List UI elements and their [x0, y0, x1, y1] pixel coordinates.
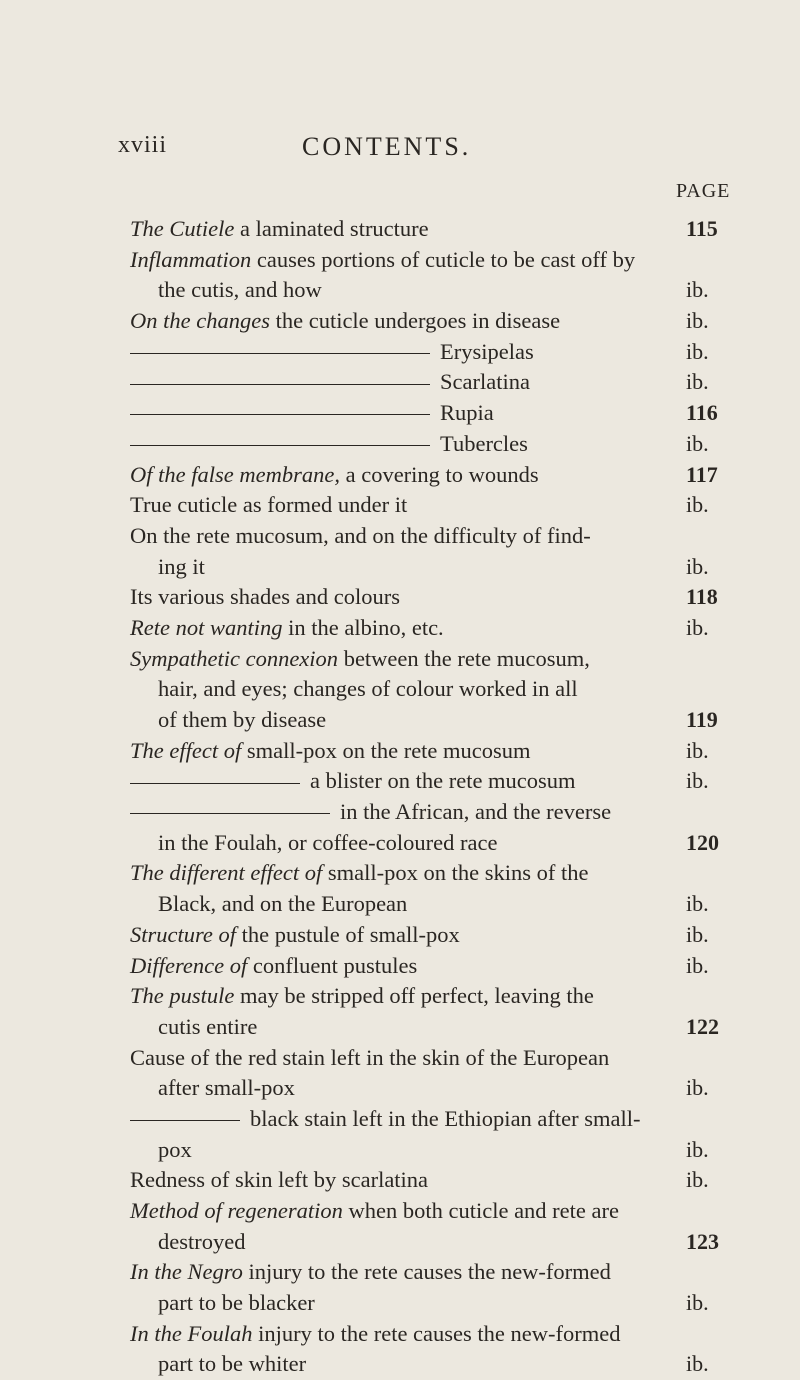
entry-body: causes portions of cuticle to be cast off by	[251, 246, 636, 272]
contents-entry	[0, 828, 800, 859]
entry-text	[130, 490, 407, 521]
contents-entry	[0, 1288, 800, 1319]
entry-text	[130, 460, 539, 491]
entry-text	[130, 951, 417, 982]
entry-text	[158, 1135, 192, 1166]
entry-italic: In the Negro	[130, 1259, 243, 1285]
entry-italic: Structure of	[130, 921, 237, 947]
entry-body: cutis entire	[158, 1013, 258, 1039]
entry-body: a blister on the rete mucosum	[310, 768, 576, 794]
entry-body: in the African, and the reverse	[340, 799, 612, 825]
entry-body: the pustule of small-pox	[236, 921, 460, 947]
entry-body: may be stripped off perfect, leaving the	[234, 983, 594, 1009]
page-number-roman: xviii	[118, 132, 168, 158]
entry-page-number: ib.	[686, 308, 709, 334]
entry-page-number: ib.	[686, 891, 709, 917]
contents-entry	[0, 337, 800, 368]
entry-body: after small-pox	[158, 1075, 295, 1101]
entry-body: ing it	[158, 553, 205, 579]
entry-page-number: ib.	[686, 369, 709, 395]
entry-body: pox	[158, 1136, 192, 1162]
entry-body: confluent pustules	[247, 952, 418, 978]
entry-body: small-pox on the skins of the	[322, 860, 589, 886]
contents-entry	[0, 1043, 800, 1074]
contents-entry	[0, 245, 800, 276]
contents-entry	[0, 460, 800, 491]
contents-entry	[0, 214, 800, 245]
entry-text	[158, 1227, 245, 1258]
entry-body: the cutis, and how	[158, 277, 322, 303]
contents-entry	[0, 275, 800, 306]
ditto-rule	[130, 813, 330, 814]
entry-page-number: 117	[686, 461, 718, 487]
entry-body: Its various shades and colours	[130, 584, 400, 610]
ditto-rule	[130, 414, 430, 415]
entry-body: Black, and on the European	[158, 891, 408, 917]
entry-italic: The different effect of	[130, 860, 323, 886]
entry-text	[158, 889, 407, 920]
ditto-rule	[130, 384, 430, 385]
entry-text	[158, 828, 497, 859]
entry-body: part to be blacker	[158, 1290, 315, 1316]
entry-body: part to be whiter	[158, 1351, 307, 1377]
contents-entry	[0, 705, 800, 736]
contents-entry	[0, 398, 800, 429]
entry-text	[158, 1349, 306, 1380]
entry-text	[130, 1043, 609, 1074]
entry-page-number: ib.	[686, 737, 709, 763]
entry-page-number: 120	[686, 829, 719, 855]
entry-italic: Sympathetic connexion	[130, 645, 339, 671]
entry-text	[130, 766, 576, 797]
entry-body: in the albino, etc.	[282, 614, 444, 640]
contents-entry	[0, 1135, 800, 1166]
contents-entry	[0, 1165, 800, 1196]
contents-entry	[0, 582, 800, 613]
entry-page-number: ib.	[686, 338, 709, 364]
entry-italic: Difference of	[130, 952, 248, 978]
entry-text	[130, 644, 590, 675]
entry-text	[158, 275, 322, 306]
contents-entry	[0, 644, 800, 675]
entry-page-number: 115	[686, 216, 718, 241]
entry-text	[130, 1104, 641, 1135]
entry-page-number: ib.	[686, 277, 709, 303]
entry-body: Erysipelas	[440, 338, 534, 364]
contents-entry	[0, 766, 800, 797]
entry-italic: Of the false membrane,	[130, 461, 340, 487]
contents-list	[0, 214, 800, 1380]
page-title: CONTENTS.	[302, 132, 472, 161]
entry-page-number: 118	[686, 584, 718, 610]
entry-italic: The Cutiele	[130, 216, 235, 241]
entry-body: True cuticle as formed under it	[130, 492, 408, 518]
entry-body: a covering to wounds	[339, 461, 539, 487]
entry-text	[130, 613, 444, 644]
entry-body: Tubercles	[440, 430, 528, 456]
contents-entry	[0, 521, 800, 552]
entry-page-number: 119	[686, 707, 718, 732]
entry-page-number: ib.	[686, 1075, 709, 1101]
ditto-rule	[130, 445, 430, 446]
entry-body: between the rete mucosum,	[338, 645, 590, 671]
ditto-rule	[130, 783, 300, 784]
entry-text	[130, 858, 588, 889]
entry-text	[130, 1319, 620, 1350]
entry-text	[158, 1012, 257, 1043]
entry-text	[130, 582, 400, 613]
contents-entry	[0, 367, 800, 398]
entry-text	[158, 705, 326, 736]
contents-entry	[0, 613, 800, 644]
entry-body: hair, and eyes; changes of colour worked in all	[158, 676, 578, 702]
entry-body: injury to the rete causes the new-formed	[252, 1320, 621, 1346]
entry-body: small-pox on the rete mucosum	[241, 737, 531, 763]
contents-entry	[0, 1196, 800, 1227]
entry-text	[158, 552, 205, 583]
entry-italic: Method of regeneration	[130, 1198, 343, 1223]
contents-entry	[0, 490, 800, 521]
entry-text	[130, 736, 531, 767]
entry-text	[130, 797, 611, 828]
entry-page-number: ib.	[686, 553, 709, 579]
ditto-rule	[130, 1120, 240, 1121]
entry-page-number: ib.	[686, 614, 709, 640]
entry-body: Cause of the red stain left in the skin of the European	[130, 1044, 610, 1070]
entry-page-number: ib.	[686, 1167, 709, 1193]
entry-body: On the rete mucosum, and on the difficulty of find-	[130, 522, 591, 548]
entry-italic: Inflammation	[130, 246, 252, 272]
entry-text	[130, 920, 460, 951]
entry-text	[130, 398, 494, 429]
entry-italic: Rete not wanting	[130, 614, 283, 640]
entry-page-number: 116	[686, 400, 718, 426]
contents-entry	[0, 1104, 800, 1135]
contents-entry	[0, 858, 800, 889]
entry-page-number: ib.	[686, 768, 709, 794]
contents-entry	[0, 889, 800, 920]
entry-text	[130, 521, 591, 552]
contents-entry	[0, 306, 800, 337]
entry-text	[130, 306, 560, 337]
entry-italic: The pustule	[130, 983, 235, 1009]
ditto-rule	[130, 353, 430, 354]
contents-entry	[0, 736, 800, 767]
entry-body: injury to the rete causes the new-formed	[242, 1259, 611, 1285]
entry-body: black stain left in the Ethiopian after small-	[250, 1105, 641, 1131]
entry-body: Rupia	[440, 400, 494, 426]
entry-page-number: ib.	[686, 492, 709, 518]
entry-text	[130, 981, 594, 1012]
contents-entry	[0, 951, 800, 982]
entry-body: when both cuticle and rete are	[342, 1198, 619, 1223]
entry-body: Scarlatina	[440, 369, 530, 395]
entry-page-number: ib.	[686, 921, 709, 947]
contents-entry	[0, 920, 800, 951]
contents-entry	[0, 429, 800, 460]
entry-italic: On the changes	[130, 308, 270, 334]
entry-body: the cuticle undergoes in disease	[269, 308, 561, 334]
entry-text	[130, 1257, 611, 1288]
entry-page-number: ib.	[686, 430, 709, 456]
contents-entry	[0, 1073, 800, 1104]
contents-entry	[0, 1349, 800, 1380]
entry-text	[130, 1196, 619, 1227]
contents-entry	[0, 1257, 800, 1288]
entry-text	[158, 1288, 315, 1319]
contents-entry	[0, 797, 800, 828]
entry-text	[130, 367, 530, 398]
entry-page-number: ib.	[686, 1351, 709, 1377]
entry-italic: The effect of	[130, 737, 242, 763]
contents-entry	[0, 552, 800, 583]
entry-text	[158, 1073, 295, 1104]
entry-body: of them by disease	[158, 707, 327, 732]
entry-text	[130, 245, 635, 276]
contents-entry	[0, 1012, 800, 1043]
entry-body: a laminated structure	[234, 216, 429, 241]
contents-entry	[0, 1227, 800, 1258]
entry-page-number: ib.	[686, 1290, 709, 1316]
entry-body: in the Foulah, or coffee-coloured race	[158, 829, 498, 855]
entry-text	[130, 214, 429, 245]
contents-entry	[0, 981, 800, 1012]
entry-italic: In the Foulah	[130, 1320, 253, 1346]
entry-text	[130, 429, 528, 460]
contents-entry	[0, 1319, 800, 1350]
entry-text	[130, 1165, 428, 1196]
entry-page-number: 123	[686, 1228, 719, 1254]
entry-body: destroyed	[158, 1228, 246, 1254]
entry-page-number: ib.	[686, 1136, 709, 1162]
entry-body: Redness of skin left by scarlatina	[130, 1167, 429, 1193]
entry-text	[130, 337, 534, 368]
contents-entry	[0, 674, 800, 705]
entry-text	[158, 674, 578, 705]
entry-page-number: 122	[686, 1013, 719, 1039]
page-column-label: PAGE	[676, 180, 731, 202]
entry-page-number: ib.	[686, 952, 709, 978]
